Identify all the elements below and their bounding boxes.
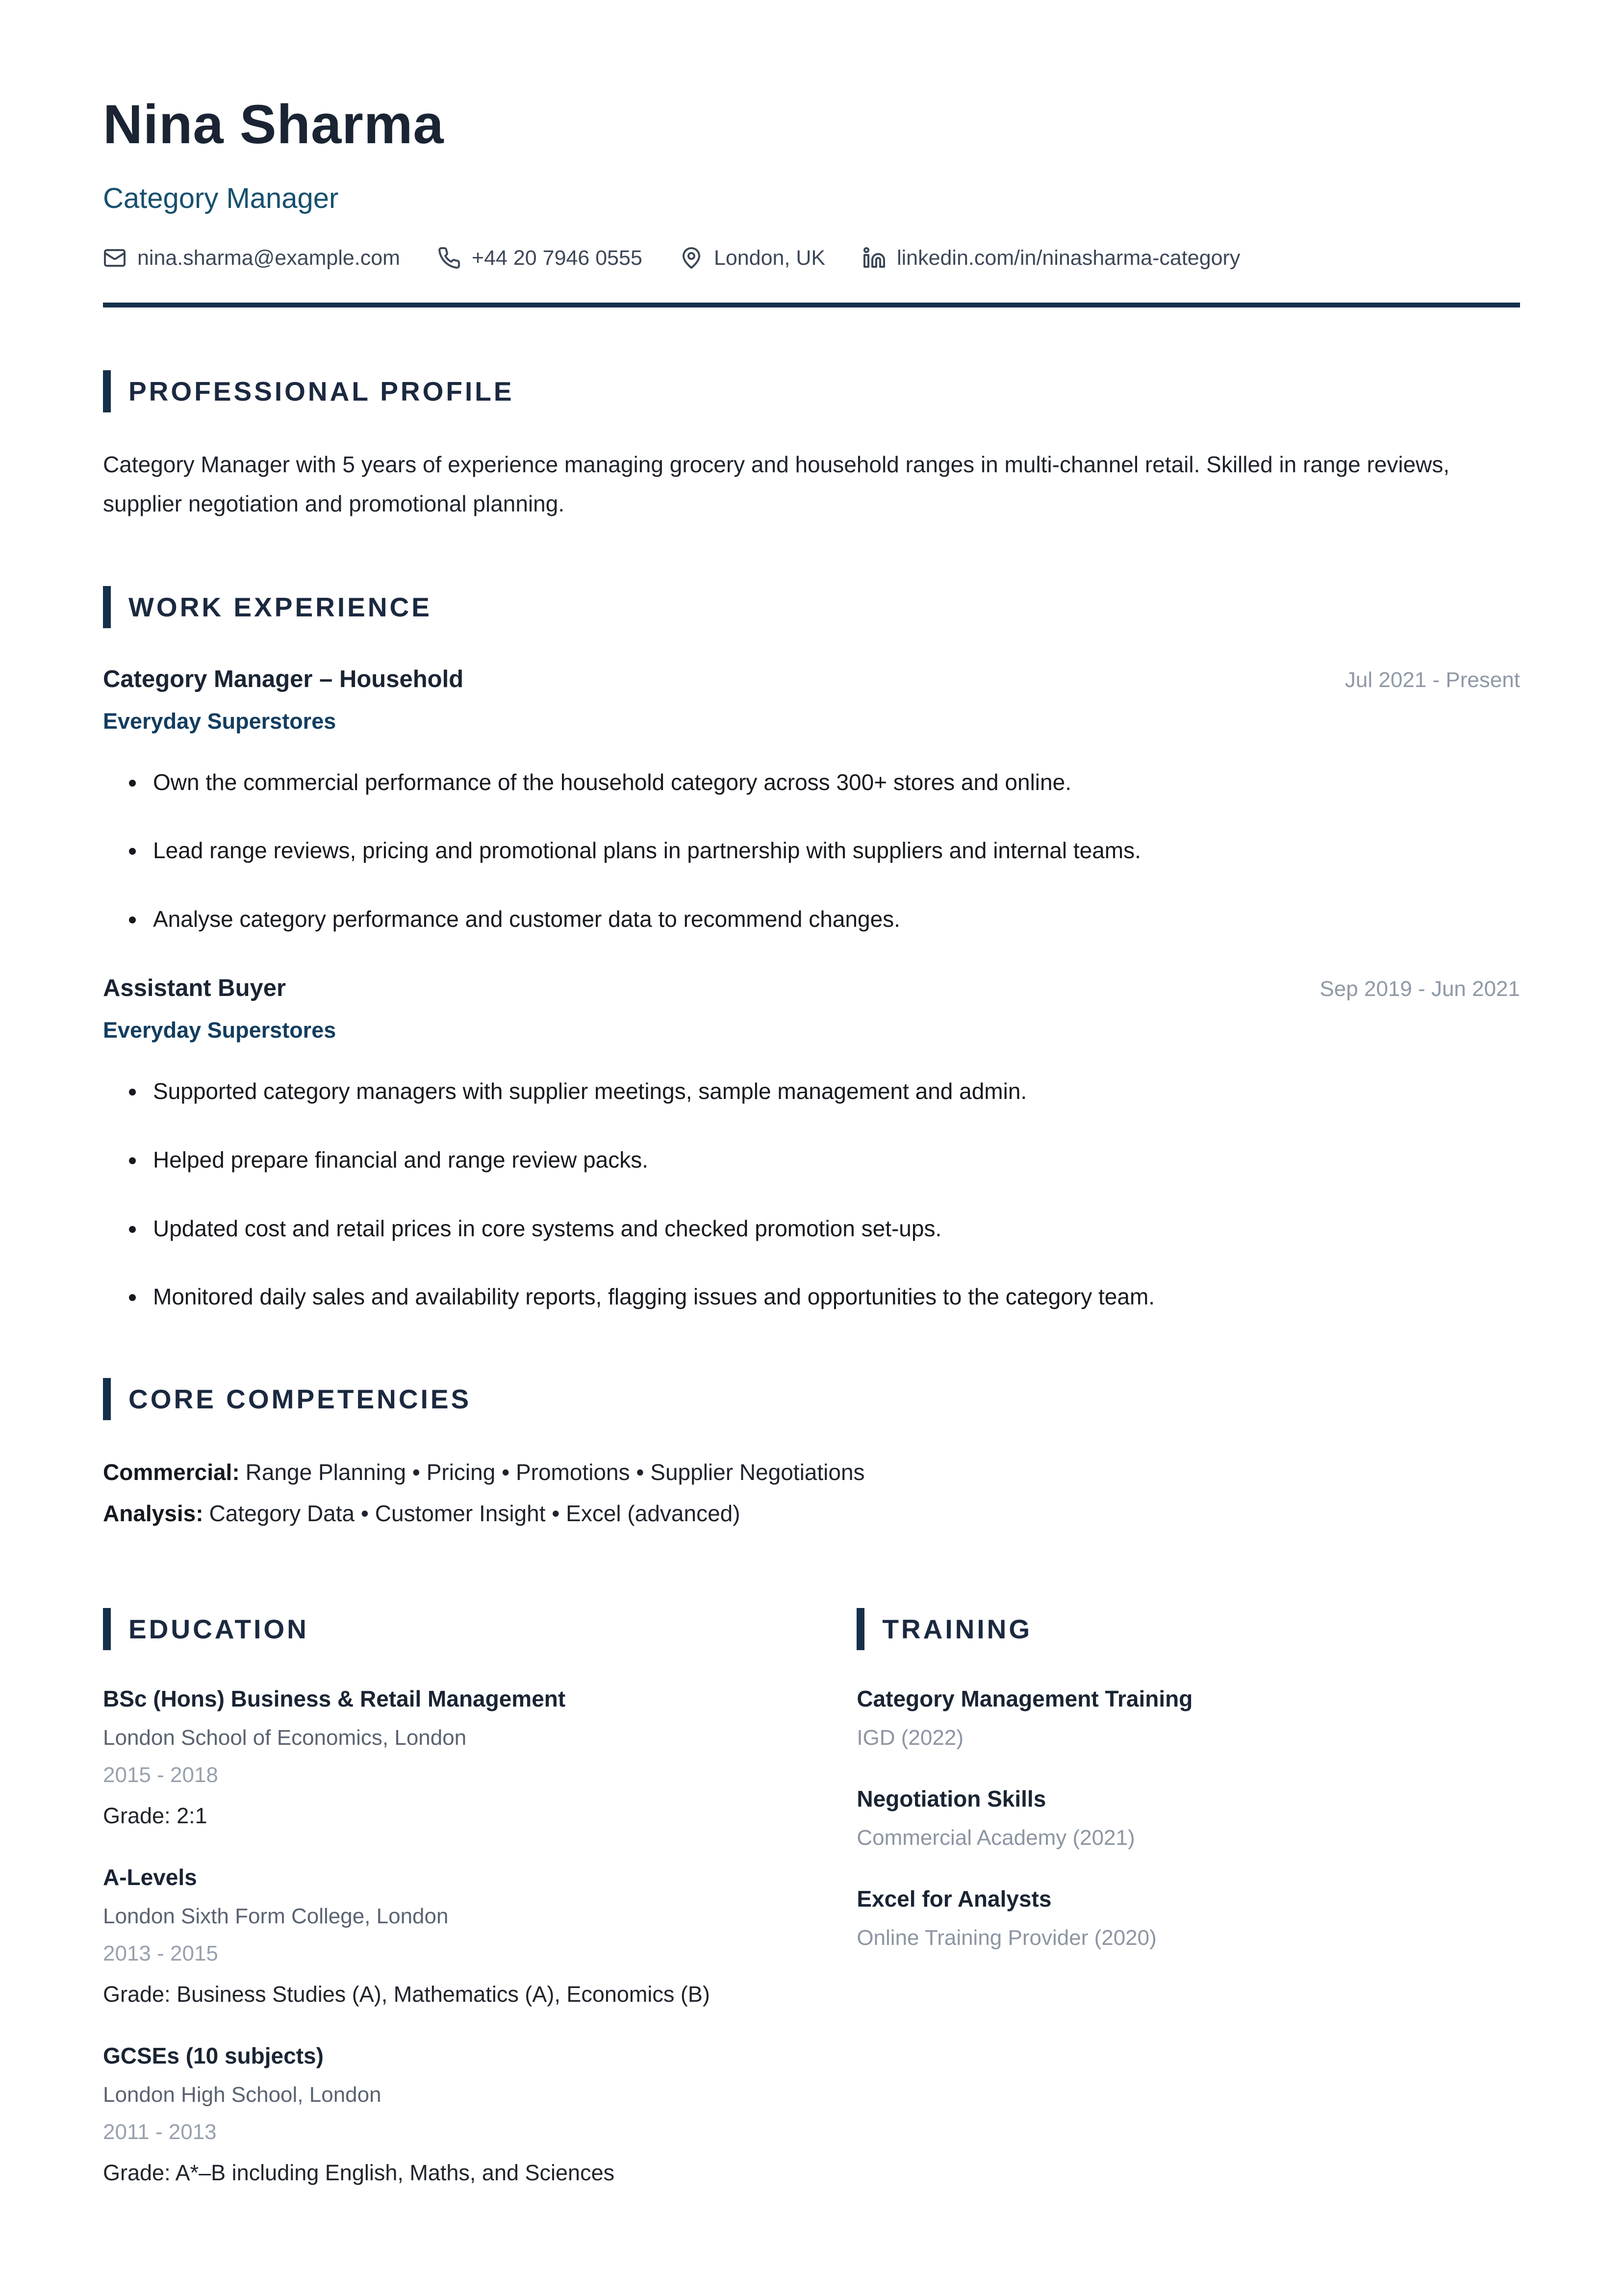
linkedin-icon xyxy=(862,246,886,270)
contact-location-text: London, UK xyxy=(713,246,826,270)
job-head xyxy=(103,665,1520,693)
experience-heading xyxy=(103,586,1520,628)
education-title: A-Levels xyxy=(103,1864,197,1890)
profile-heading xyxy=(103,370,1520,412)
contact-phone-text: +44 20 7946 0555 xyxy=(472,246,642,270)
education-entry-alevels xyxy=(103,1864,812,2007)
header-divider xyxy=(103,303,1520,307)
profile-heading-text: PROFESSIONAL PROFILE xyxy=(128,376,514,407)
contact-location xyxy=(680,246,825,270)
contact-phone xyxy=(437,246,642,270)
job-bullet: • Supported category managers with supplier meetings, sample management and admin. xyxy=(146,1073,1520,1110)
accent-bar xyxy=(103,370,111,412)
section-education xyxy=(103,1608,812,2186)
training-title: Excel for Analysts xyxy=(857,1886,1052,1912)
training-provider: IGD (2022) xyxy=(857,1726,964,1750)
education-institution: London School of Economics, London xyxy=(103,1726,467,1750)
phone-icon xyxy=(437,246,461,270)
job-head xyxy=(103,974,1520,1002)
education-heading-text: EDUCATION xyxy=(128,1614,309,1645)
training-heading-text: TRAINING xyxy=(882,1614,1033,1645)
accent-bar xyxy=(103,1378,111,1420)
email-icon xyxy=(103,246,127,270)
experience-heading-text: WORK EXPERIENCE xyxy=(128,591,432,622)
training-entry-excel xyxy=(857,1886,1520,1950)
education-training-columns xyxy=(103,1608,1520,2186)
education-entry-gcses xyxy=(103,2042,812,2186)
training-entry-negotiation xyxy=(857,1786,1520,1850)
job-bullet: • Lead range reviews, pricing and promotional plans in partnership with suppliers and internal teams. xyxy=(146,833,1520,869)
training-provider: Online Training Provider (2020) xyxy=(857,1926,1157,1950)
contact-linkedin xyxy=(862,246,1240,270)
profile-text: Category Manager with 5 years of experience managing grocery and household ranges in multi-channel retail. Skilled in range reviews, supplier negotiation and promotional planning. xyxy=(103,451,1450,516)
location-icon xyxy=(680,246,703,270)
competency-text: Range Planning • Pricing • Promotions • Supplier Negotiations xyxy=(245,1459,865,1485)
education-heading xyxy=(103,1608,812,1650)
competencies-heading xyxy=(103,1378,1520,1420)
section-training xyxy=(857,1608,1520,2186)
competencies-lines xyxy=(103,1452,1520,1534)
job-title: Assistant Buyer xyxy=(103,975,286,1002)
training-heading xyxy=(857,1608,1520,1650)
training-provider: Commercial Academy (2021) xyxy=(857,1826,1135,1850)
job-title: Category Manager – Household xyxy=(103,665,464,692)
job-bullet: • Analyse category performance and customer data to recommend changes. xyxy=(146,901,1520,938)
job-bullet: • Own the commercial performance of the household category across 300+ stores and online. xyxy=(146,765,1520,801)
resume-header xyxy=(103,96,1520,307)
education-grade: Grade: 2:1 xyxy=(103,1803,207,1829)
job-bullet: • Helped prepare financial and range review packs. xyxy=(146,1142,1520,1178)
job-company: Everyday Superstores xyxy=(103,708,336,734)
education-dates: 2015 - 2018 xyxy=(103,1763,218,1787)
education-dates: 2011 - 2013 xyxy=(103,2120,217,2144)
education-institution: London Sixth Form College, London xyxy=(103,1904,449,1929)
competency-line-analysis xyxy=(103,1493,1520,1534)
job-bullet-list xyxy=(103,1073,1520,1315)
contact-email-text: nina.sharma@example.com xyxy=(137,246,400,270)
job-bullet-list xyxy=(103,765,1520,938)
competency-label: Commercial: xyxy=(103,1459,240,1485)
education-institution: London High School, London xyxy=(103,2083,381,2107)
competency-label: Analysis: xyxy=(103,1501,203,1527)
education-title: BSc (Hons) Business & Retail Management xyxy=(103,1686,566,1712)
education-dates: 2013 - 2015 xyxy=(103,1941,218,1966)
job-entry-category-manager xyxy=(103,665,1520,938)
education-title: GCSEs (10 subjects) xyxy=(103,2043,324,2069)
job-entry-assistant-buyer xyxy=(103,974,1520,1315)
contact-email xyxy=(103,246,400,270)
training-title: Negotiation Skills xyxy=(857,1786,1046,1812)
job-bullet: • Monitored daily sales and availability reports, flagging issues and opportunities to the category team. xyxy=(146,1279,1520,1315)
contact-linkedin-text: linkedin.com/in/ninasharma-category xyxy=(897,246,1241,270)
job-dates: Jul 2021 - Present xyxy=(1344,667,1520,692)
section-professional-profile xyxy=(103,370,1520,523)
education-entry-bsc xyxy=(103,1685,812,1829)
training-entry-category-management xyxy=(857,1685,1520,1750)
candidate-name: Nina Sharma xyxy=(103,94,444,155)
candidate-title: Category Manager xyxy=(103,182,339,214)
competency-line-commercial xyxy=(103,1452,1520,1493)
section-core-competencies xyxy=(103,1378,1520,1534)
accent-bar xyxy=(103,1608,111,1650)
job-dates: Sep 2019 - Jun 2021 xyxy=(1319,977,1520,1001)
job-bullet: • Updated cost and retail prices in core systems and checked promotion set-ups. xyxy=(146,1211,1520,1247)
job-company: Everyday Superstores xyxy=(103,1018,336,1043)
education-grade: Grade: Business Studies (A), Mathematics (A), Economics (B) xyxy=(103,1982,710,2007)
competency-text: Category Data • Customer Insight • Excel (advanced) xyxy=(209,1501,740,1527)
accent-bar xyxy=(103,586,111,628)
education-grade: Grade: A*–B including English, Maths, and Sciences xyxy=(103,2160,615,2186)
contact-row xyxy=(103,246,1520,270)
competencies-heading-text: CORE COMPETENCIES xyxy=(128,1383,472,1414)
section-work-experience xyxy=(103,586,1520,1315)
accent-bar xyxy=(857,1608,864,1650)
training-title: Category Management Training xyxy=(857,1686,1193,1712)
